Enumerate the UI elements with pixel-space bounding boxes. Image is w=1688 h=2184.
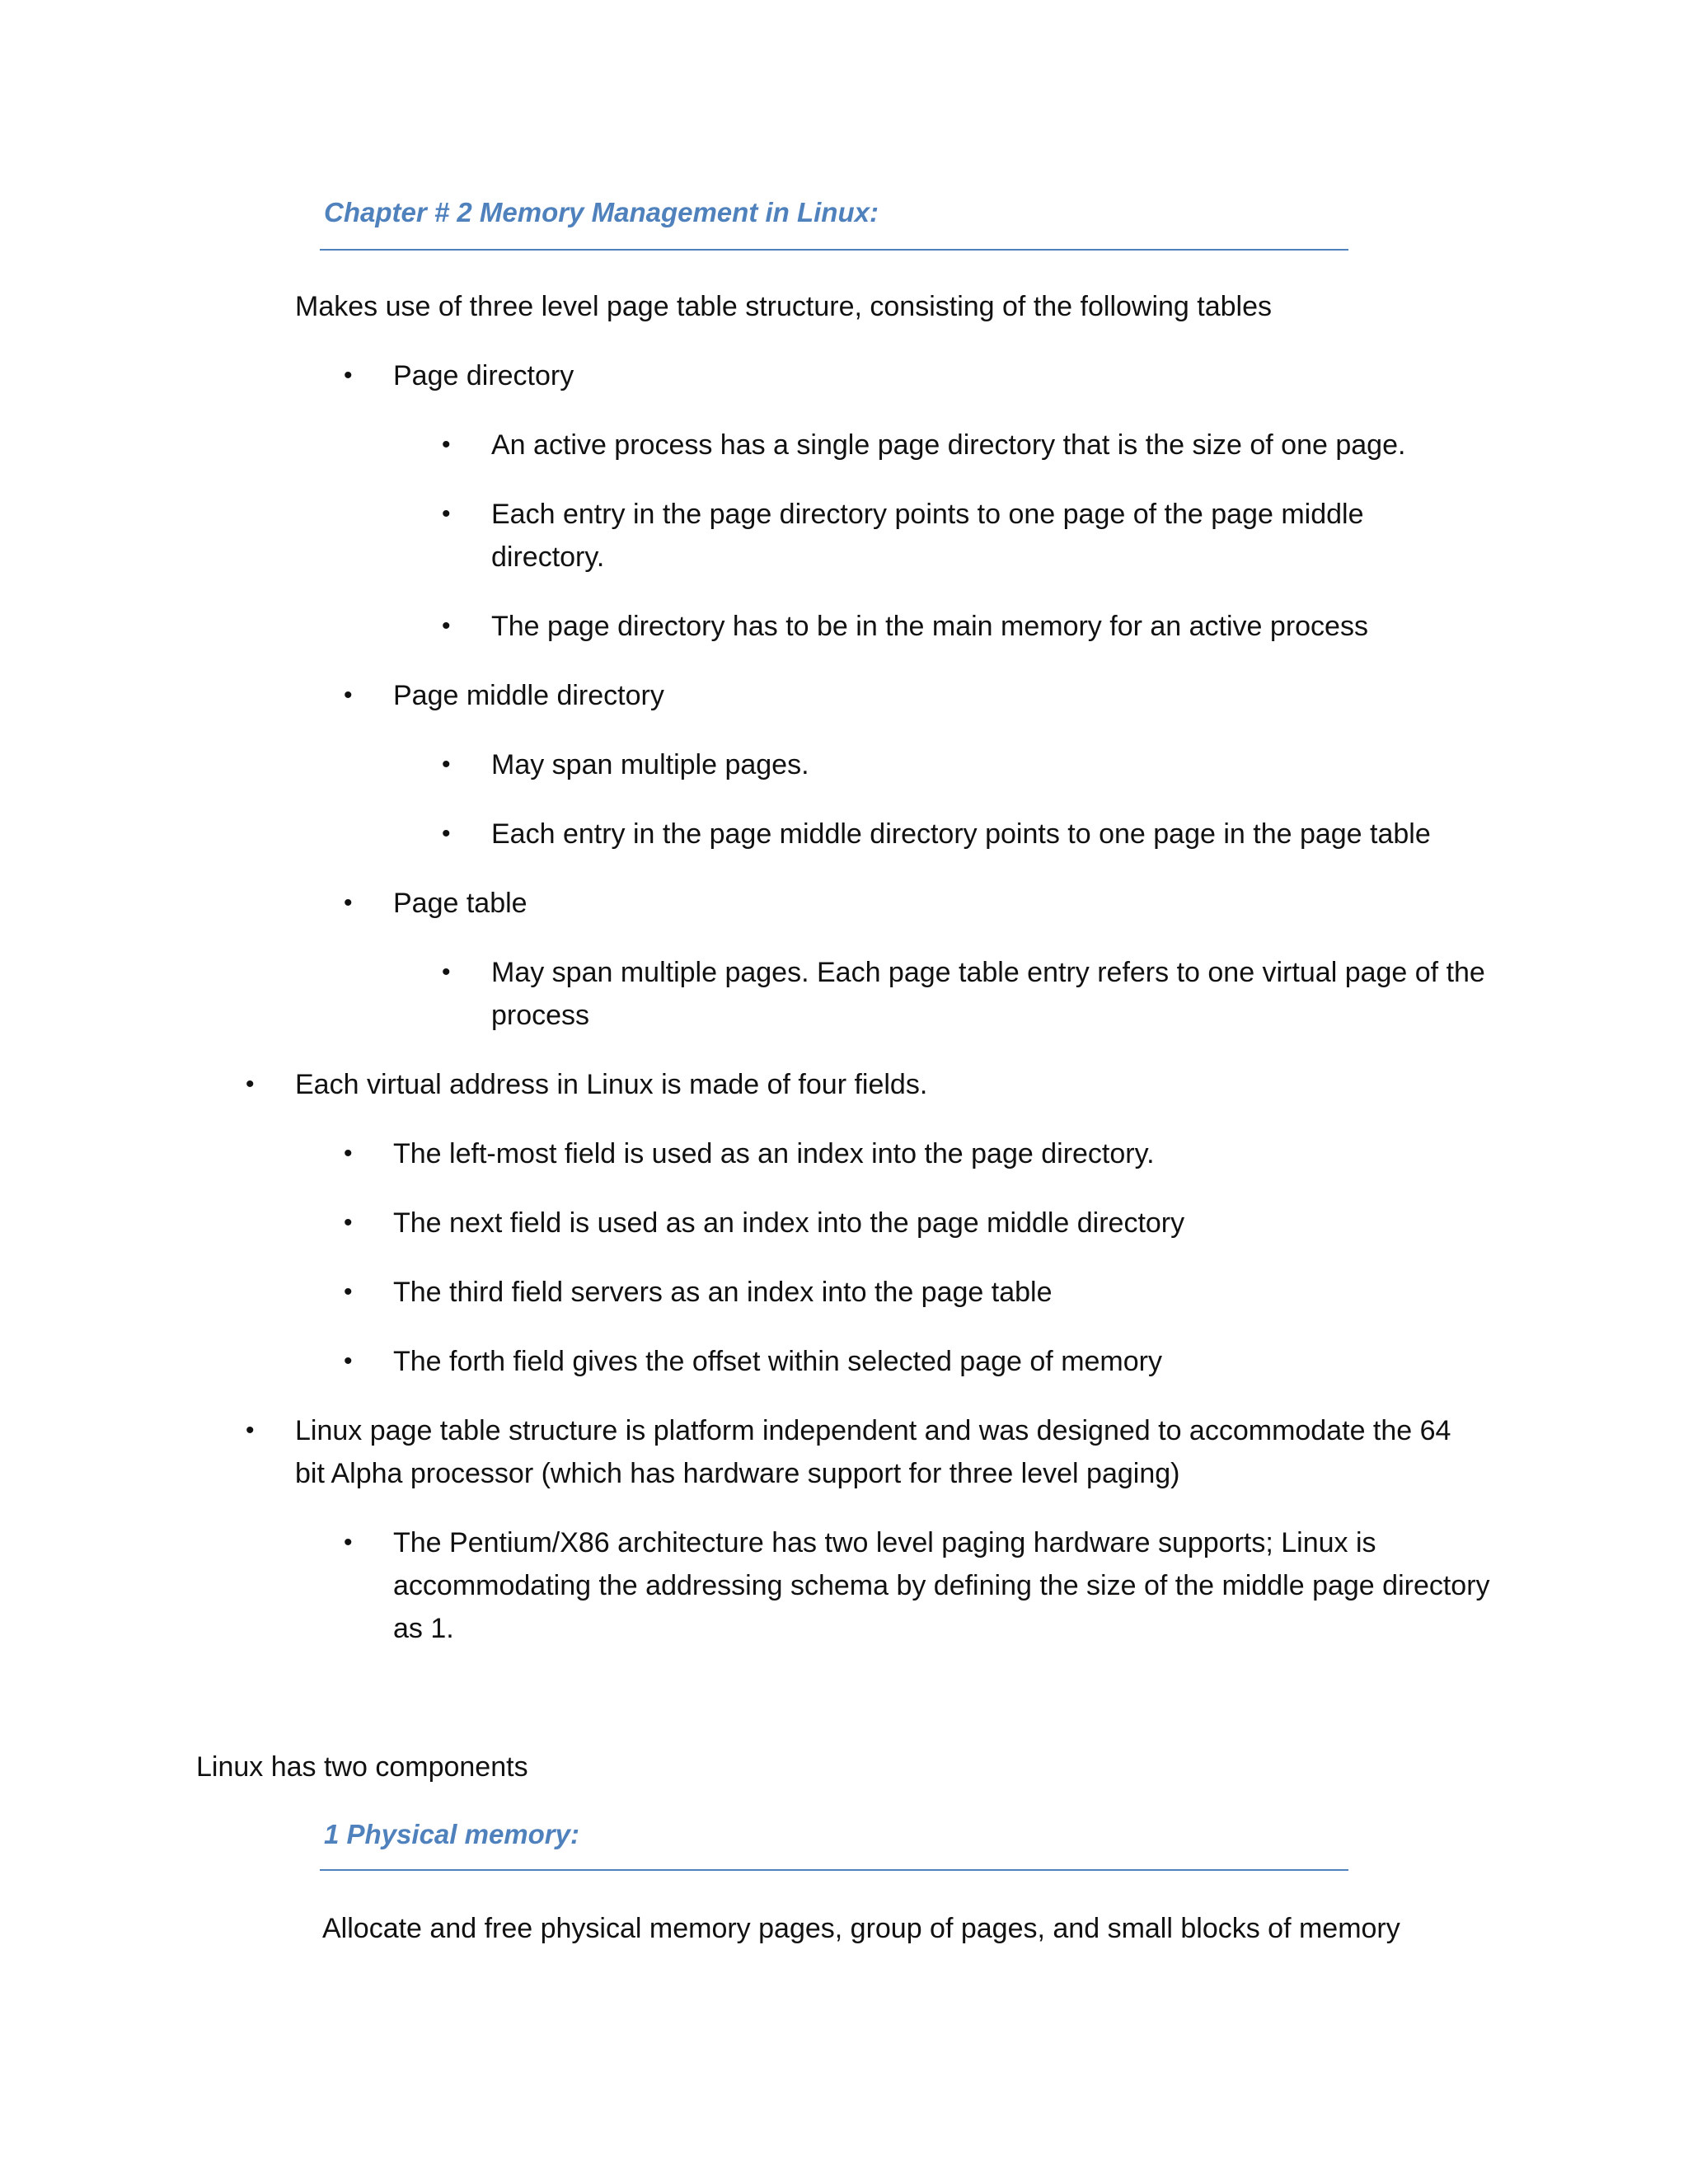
bullet-marker <box>246 1063 255 1106</box>
bullet-marker <box>344 1271 353 1314</box>
physical-memory-heading: 1 Physical memory: <box>324 1819 579 1849</box>
list-item: Each entry in the page middle directory points to one page in the page table <box>491 818 1431 850</box>
list-item: The third field servers as an index into the page table <box>393 1277 1053 1308</box>
table-label-page-table: Page table <box>393 888 528 919</box>
table-label-page-directory: Page directory <box>393 360 574 391</box>
list-item: The page directory has to be in the main memory for an active process <box>491 611 1368 642</box>
list-item: The next field is used as an index into the page middle directory <box>393 1207 1185 1239</box>
bullet-marker <box>344 1132 353 1175</box>
chapter-heading: Chapter # 2 Memory Management in Linux: <box>324 197 879 227</box>
chapter-heading-rule <box>320 249 1348 251</box>
intro-text: Makes use of three level page table structure, consisting of the following tables <box>295 291 1273 322</box>
bullet-marker <box>442 813 451 855</box>
list-item: The left-most field is used as an index into the page directory. <box>393 1138 1155 1169</box>
table-label-page-middle-directory: Page middle directory <box>393 680 664 711</box>
bullet-marker <box>442 493 451 536</box>
list-item-continuation: accommodating the addressing schema by defining the size of the middle page directory <box>393 1570 1490 1601</box>
bullet-marker <box>344 674 353 717</box>
bullet-marker <box>344 882 353 925</box>
bullet-marker <box>344 1202 353 1244</box>
list-item: An active process has a single page directory that is the size of one page. <box>491 429 1406 461</box>
list-item: The forth field gives the offset within selected page of memory <box>393 1346 1162 1377</box>
list-item: The Pentium/X86 architecture has two level paging hardware supports; Linux is <box>393 1527 1376 1558</box>
list-item-continuation: as 1. <box>393 1613 454 1644</box>
platform-text: Linux page table structure is platform independent and was designed to accommodate the 64 <box>295 1415 1451 1446</box>
list-item: May span multiple pages. <box>491 749 809 780</box>
list-item-continuation: process <box>491 1000 590 1031</box>
bullet-marker <box>442 424 451 466</box>
bullet-marker <box>246 1409 255 1452</box>
components-intro: Linux has two components <box>196 1751 528 1783</box>
bullet-marker <box>344 354 353 397</box>
list-item-continuation: directory. <box>491 541 605 573</box>
physical-memory-heading-rule <box>320 1869 1348 1871</box>
bullet-marker <box>344 1340 353 1383</box>
platform-text-continuation: bit Alpha processor (which has hardware support for three level paging) <box>295 1458 1180 1489</box>
bullet-marker <box>344 1521 353 1564</box>
list-item: Each entry in the page directory points to one page of the page middle <box>491 499 1364 530</box>
virtual-address-text: Each virtual address in Linux is made of four fields. <box>295 1069 928 1100</box>
bullet-marker <box>442 743 451 786</box>
physical-memory-text: Allocate and free physical memory pages, group of pages, and small blocks of memory <box>322 1913 1400 1944</box>
list-item: May span multiple pages. Each page table entry refers to one virtual page of the <box>491 957 1485 988</box>
bullet-marker <box>442 951 451 994</box>
bullet-marker <box>442 605 451 648</box>
